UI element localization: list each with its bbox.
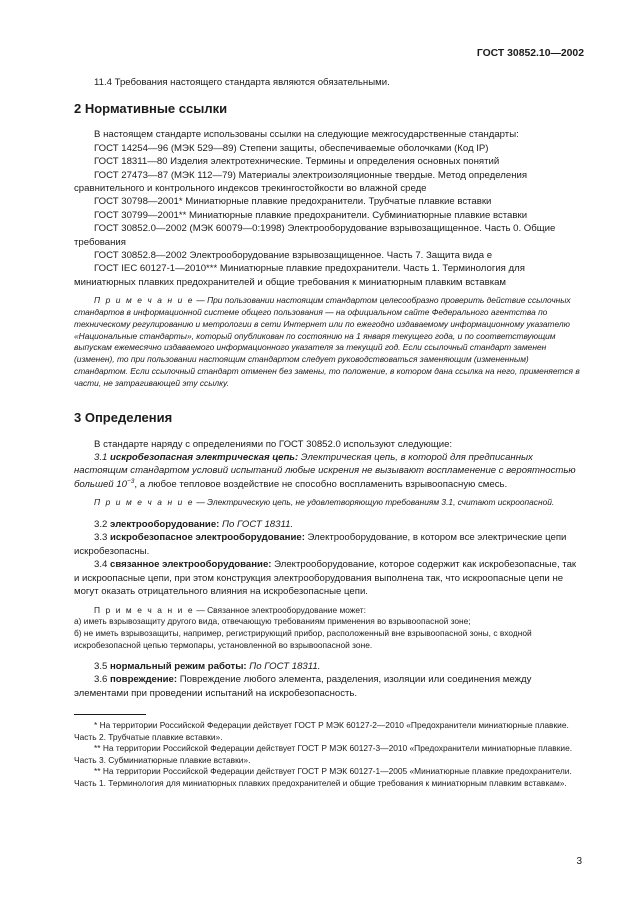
definition-number: 3.5 bbox=[94, 660, 111, 672]
definition-3-6 bbox=[74, 673, 584, 700]
definition-term: нормальный режим работы: bbox=[110, 660, 247, 672]
note-text: — Связанное электрооборудование может: bbox=[194, 604, 366, 615]
ref-item: ГОСТ 18311—80 Изделия электротехнические. Термины и определения основных понятий bbox=[94, 156, 500, 168]
note-label: П р и м е ч а н и е bbox=[94, 295, 195, 306]
definition-3-3 bbox=[74, 531, 584, 558]
running-header: ГОСТ 30852.10—2002 bbox=[476, 48, 584, 59]
definition-3-1-note bbox=[74, 497, 584, 509]
definition-number: 3.1 bbox=[94, 452, 111, 464]
definition-number: 3.3 bbox=[94, 532, 111, 544]
definition-3-2 bbox=[74, 518, 584, 531]
definition-text: По ГОСТ 18311. bbox=[219, 519, 294, 531]
definition-text: Электрооборудование, в котором все электрические цепи искробезопасны. bbox=[74, 532, 567, 557]
definition-number: 3.6 bbox=[94, 674, 111, 686]
footnote-divider bbox=[74, 714, 146, 715]
section-2-heading: 2 Нормативные ссылки bbox=[74, 101, 228, 117]
definition-term: искробезопасная электрическая цепь: bbox=[110, 452, 299, 464]
footnote: * На территории Российской Федерации действует ГОСТ Р МЭК 60127-2—2010 «Предохранители миниатюрные плавкие. Часть 2. Трубчатые плавкие вставки». bbox=[74, 719, 569, 742]
definition-text: Электрооборудование, которое содержит как искробезопасные, так и искроопасные цепи, при этом конструкция электрооборудования выполнена так, что искроопасные цепи не могут оказать отрицательного влияния на искробезопасные цепи. bbox=[74, 559, 577, 598]
ref-item: ГОСТ 30852.8—2002 Электрооборудование взрывозащищенное. Часть 7. Защита вида е bbox=[94, 250, 493, 262]
section-2-intro: В настоящем стандарте использованы ссылки на следующие межгосударственные стандарты: bbox=[94, 129, 519, 141]
ref-item: ГОСТ 30799—2001** Миниатюрные плавкие предохранители. Субминиатюрные плавкие вставки bbox=[94, 209, 528, 221]
ref-item: ГОСТ IEC 60127-1—2010*** Миниатюрные плавкие предохранители. Часть 1. Терминология для миниатюрных плавких предохранителей и общие требования к миниатюрным плавким вставкам bbox=[74, 263, 525, 288]
definition-3-5 bbox=[74, 660, 584, 673]
ref-item: ГОСТ 30852.0—2002 (МЭК 60079—0:1998) Электрооборудование взрывозащищенное. Часть 0. Общие требования bbox=[74, 223, 556, 248]
section-3-intro: В стандарте наряду с определениями по ГОСТ 30852.0 используют следующие: bbox=[94, 438, 453, 450]
definition-text: Повреждение любого элемента, разделения, изоляции или соединения между элементами при проведении испытаний на искробезопасность. bbox=[74, 674, 532, 699]
note-text: — Электрическую цепь, не удовлетворяющую требованиям 3.1, считают искроопасной. bbox=[194, 497, 555, 508]
note-item-b: б) не иметь взрывозащиты, например, регистрирующий прибор, расположенный вне взрывоопасной зоны, с входной искробезопасной цепью термопары, установленной во взрывоопасной зоне. bbox=[74, 628, 532, 650]
definition-text-rest: , а любое тепловое воздействие не способно воспламенить взрывоопасную смесь. bbox=[134, 478, 508, 490]
note-heading bbox=[74, 605, 584, 617]
clause-11-4: 11.4 Требования настоящего стандарта являются обязательными. bbox=[94, 77, 390, 88]
footnotes bbox=[74, 714, 584, 790]
exponent: −3 bbox=[126, 477, 135, 485]
definition-text: По ГОСТ 18311. bbox=[246, 660, 321, 672]
page-number: 3 bbox=[576, 856, 582, 867]
definition-term: повреждение: bbox=[110, 674, 178, 686]
ref-item: ГОСТ 30798—2001* Миниатюрные плавкие предохранители. Трубчатые плавкие вставки bbox=[94, 196, 492, 208]
note-label: П р и м е ч а н и е bbox=[94, 604, 195, 615]
section-3-heading: 3 Определения bbox=[74, 409, 173, 425]
note-item-a: а) иметь взрывозащиту другого вида, отвечающую требованиям применения во взрывоопасной зоне; bbox=[74, 616, 471, 627]
definition-text: Электрическая цепь, в которой для предписанных настоящим стандартом условий испытаний любые искрения не вызывают воспламенение с вероятностью большей 10 bbox=[74, 452, 576, 490]
definition-3-4-note bbox=[74, 605, 584, 652]
footnote: ** На территории Российской Федерации действует ГОСТ Р МЭК 60127-1—2005 «Миниатюрные плавкие предохранители. Часть 1. Терминология для миниатюрных плавких предохранителей и общие требования к миниатюрным плавким вставкам». bbox=[74, 766, 572, 788]
note-text: — При пользовании настоящим стандартом целесообразно проверить действие ссылочных стандартов в информационной системе общего пользования — на официальном сайте Федерального агентства по техническому регулированию и метрологии в сети Интернет или по ежегодно издаваемому информационному указателю «Национальные стандарты», который опубликован по состоянию на 1 января текущего года, и по соответствующим выпускам ежемесячно издаваемого информационного указателя за текущий год. Если ссылочный стандарт заменен (изменен), то при пользовании настоящим стандартом следует руководствоваться заменяющим (измененным) стандартом. Если ссылочный стандарт отменен без замены, то положение, в котором дана ссылка на него, применяется в части, не затрагивающей эту ссылку. bbox=[74, 295, 580, 388]
section-3-body bbox=[74, 438, 584, 700]
ref-item: ГОСТ 14254—96 (МЭК 529—89) Степени защиты, обеспечиваемые оболочками (Код IP) bbox=[94, 142, 489, 154]
definition-number: 3.4 bbox=[94, 559, 111, 571]
definition-term: электрооборудование: bbox=[110, 519, 220, 531]
definition-term: искробезопасное электрооборудование: bbox=[110, 532, 305, 544]
definition-3-4 bbox=[74, 558, 584, 598]
footnote: ** На территории Российской Федерации действует ГОСТ Р МЭК 60127-3—2010 «Предохранители миниатюрные плавкие. Часть 3. Субминиатюрные плавкие вставки». bbox=[74, 743, 573, 765]
section-2-note bbox=[74, 295, 584, 389]
section-2-body bbox=[74, 128, 584, 389]
definition-term: связанное электрооборудование: bbox=[110, 559, 272, 571]
ref-item: ГОСТ 27473—87 (МЭК 112—79) Материалы электроизоляционные твердые. Метод определения сравнительного и контрольного индексов трекингостойкости во влажной среде bbox=[74, 169, 528, 195]
definition-3-1 bbox=[74, 451, 584, 491]
definition-number: 3.2 bbox=[94, 519, 111, 531]
note-label: П р и м е ч а н и е bbox=[94, 497, 195, 508]
